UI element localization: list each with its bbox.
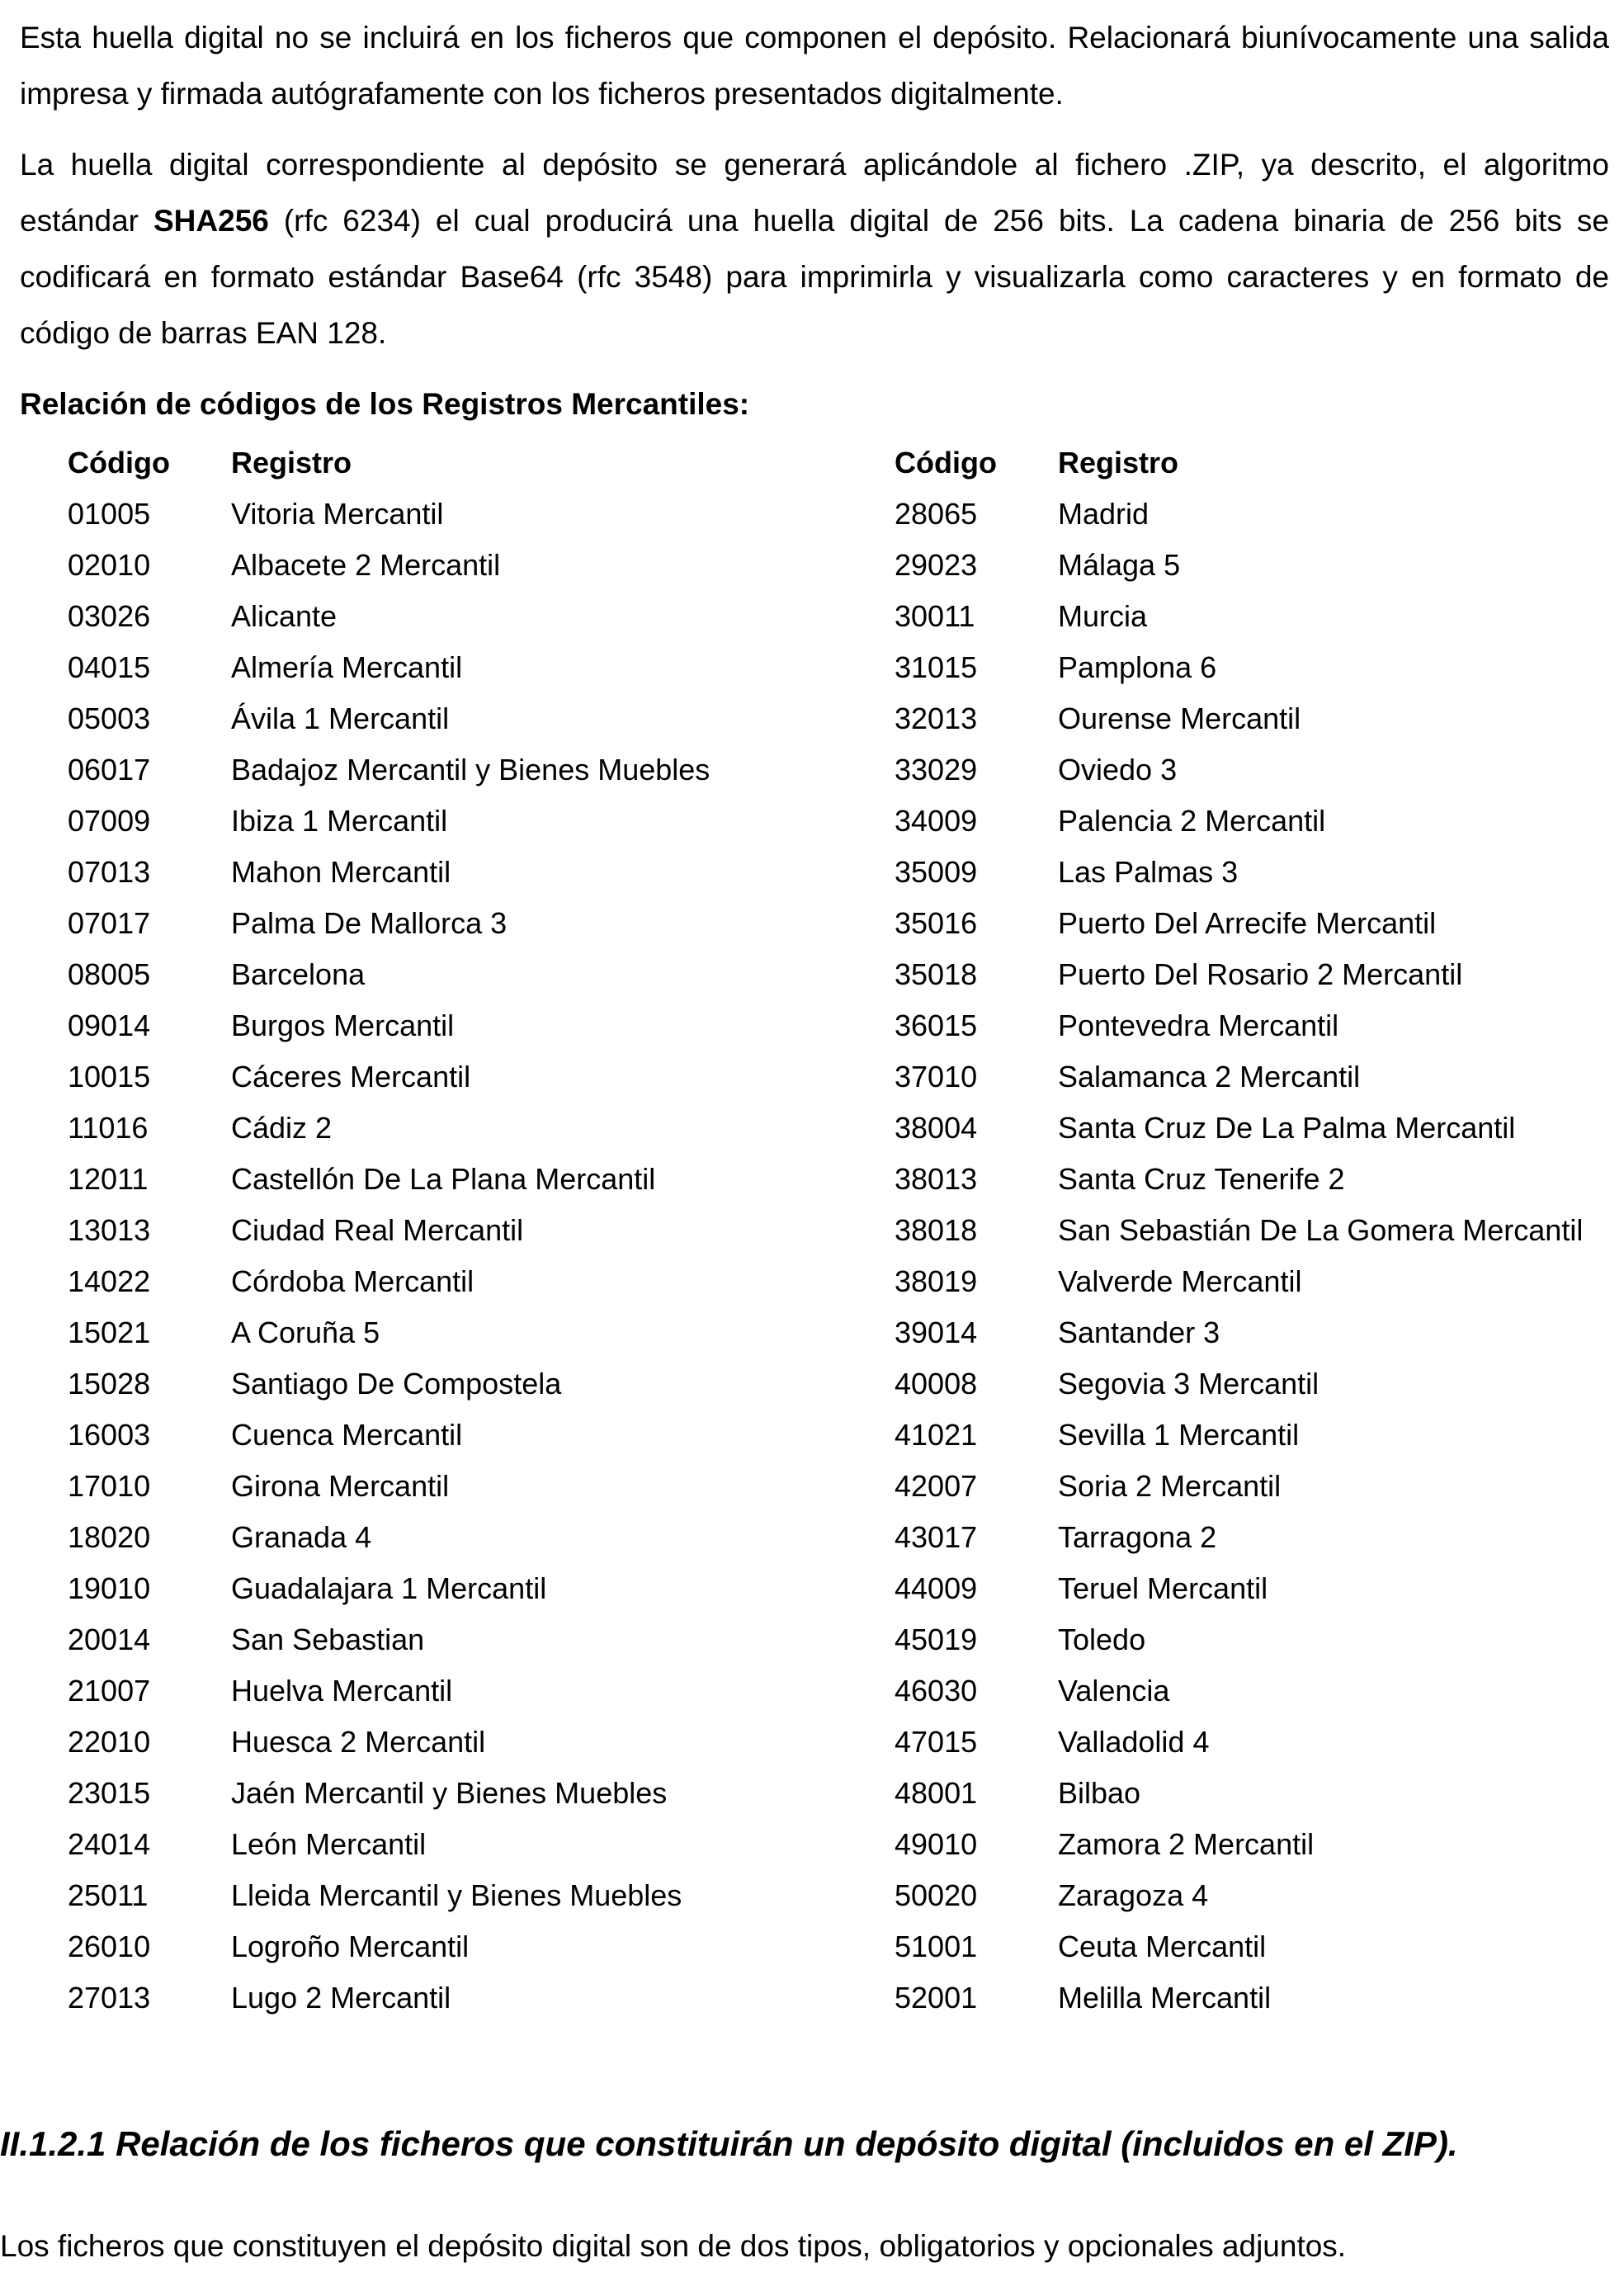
registro-code: 12011 [68,1162,149,1196]
table-row [895,1512,1621,1563]
registro-name: Teruel Mercantil [1058,1571,1268,1605]
table-row [68,1205,876,1256]
table-row [895,1870,1621,1921]
registro-name: Mahon Mercantil [231,855,451,889]
registro-name: Santiago De Compostela [231,1367,562,1401]
registro-name: Burgos Mercantil [231,1009,455,1042]
intro-paragraph-1: Esta huella digital no se incluirá en los ficheros que componen el depósito. Relacionará biunívocamente una salida impresa y firmada autógrafamente con los ficheros presentados digitalmente. [20,21,1609,111]
registro-name: Palencia 2 Mercantil [1058,804,1326,838]
registro-name: Toledo [1058,1623,1146,1656]
table-row [68,1717,876,1768]
registro-code: 32013 [895,701,978,735]
header-registro: Registro [1058,446,1179,479]
registro-code: 48001 [895,1776,978,1810]
registro-name: Girona Mercantil [231,1469,450,1503]
table-row [68,489,876,540]
table-row [895,1000,1621,1051]
table-row [68,1563,876,1614]
intro-paragraph-2-end: (rfc 6234) el cual producirá una huella digital de 256 bits. La cadena binaria de 256 bits se codificará en formato estándar Base64 (rfc 3548) para imprimirla y visualizarla como caracteres y en formato de código de barras EAN 128. [20,204,1609,350]
registros-left-column [68,437,876,2024]
registro-name: Valladolid 4 [1058,1725,1210,1759]
registro-name: Almería Mercantil [231,650,463,684]
table-row [68,1000,876,1051]
table-row [68,591,876,642]
registro-name: Tarragona 2 [1058,1520,1217,1554]
table-row [895,1051,1621,1103]
table-row [895,1563,1621,1614]
registro-code: 13013 [68,1213,151,1247]
registro-name: Huesca 2 Mercantil [231,1725,486,1759]
registro-name: Lugo 2 Mercantil [231,1981,451,2015]
registro-code: 03026 [68,599,151,633]
table-row [68,1307,876,1358]
registro-name: León Mercantil [231,1827,427,1861]
table-row [68,1103,876,1154]
registro-name: Jaén Mercantil y Bienes Muebles [231,1776,668,1810]
table-row [895,1717,1621,1768]
header-code: Código [68,446,170,479]
registro-code: 07013 [68,855,151,889]
registro-code: 05003 [68,701,151,735]
table-row [68,1870,876,1921]
registro-code: 09014 [68,1009,151,1042]
table-row [68,1051,876,1103]
registro-code: 21007 [68,1674,151,1708]
registro-code: 17010 [68,1469,151,1503]
registro-name: Valverde Mercantil [1058,1264,1302,1298]
registro-code: 38004 [895,1111,978,1145]
table-row [895,898,1621,949]
registro-name: Sevilla 1 Mercantil [1058,1418,1300,1452]
registro-name: Alicante [231,599,338,633]
registro-code: 19010 [68,1571,151,1605]
registro-code: 07017 [68,906,151,940]
registros-table-title: Relación de códigos de los Registros Mercantiles: [20,387,750,421]
intro-paragraph-2-start: La huella digital correspondiente al depósito se generará aplicándole al fichero .ZIP, ya descrito, el algoritmo estándar [20,148,1609,238]
registro-name: Málaga 5 [1058,548,1181,582]
registro-name: Soria 2 Mercantil [1058,1469,1282,1503]
table-row [68,642,876,693]
registro-code: 35018 [895,957,978,991]
registro-name: Granada 4 [231,1520,372,1554]
registro-code: 38013 [895,1162,978,1196]
registro-name: Zamora 2 Mercantil [1058,1827,1315,1861]
table-row [68,1972,876,2024]
table-row [895,1921,1621,1972]
table-row [895,949,1621,1000]
registro-code: 08005 [68,957,151,991]
table-row [895,1819,1621,1870]
table-row [895,642,1621,693]
table-row [68,1358,876,1410]
table-row [895,693,1621,744]
registro-name: Lleida Mercantil y Bienes Muebles [231,1878,682,1912]
registro-name: Cáceres Mercantil [231,1060,471,1094]
table-row [68,796,876,847]
registro-name: Ávila 1 Mercantil [231,701,450,735]
registro-code: 44009 [895,1571,978,1605]
registro-name: Valencia [1058,1674,1170,1708]
registros-codes-table [20,437,1609,2024]
registro-name: A Coruña 5 [231,1316,380,1349]
header-registro: Registro [231,446,352,479]
table-row [68,1921,876,1972]
registro-name: Madrid [1058,497,1150,531]
registro-code: 38018 [895,1213,978,1247]
registro-code: 49010 [895,1827,978,1861]
registro-code: 29023 [895,548,978,582]
registro-code: 24014 [68,1827,151,1861]
registro-name: Pamplona 6 [1058,650,1217,684]
registro-name: Puerto Del Arrecife Mercantil [1058,906,1437,940]
registro-code: 01005 [68,497,151,531]
registro-name: Segovia 3 Mercantil [1058,1367,1320,1401]
registro-code: 28065 [895,497,978,531]
registro-code: 41021 [895,1418,978,1452]
table-row [895,489,1621,540]
table-row [895,796,1621,847]
registro-code: 27013 [68,1981,151,2015]
section-paragraph: Los ficheros que constituyen el depósito digital son de dos tipos, obligatorios y opcionales adjuntos. [0,2229,1347,2263]
table-row [895,1972,1621,2024]
registro-code: 43017 [895,1520,978,1554]
table-row [895,1614,1621,1665]
registro-code: 46030 [895,1674,978,1708]
document-page [20,10,1609,2024]
registro-code: 25011 [68,1878,149,1912]
table-row [895,1665,1621,1717]
table-row [68,949,876,1000]
registro-name: Santander 3 [1058,1316,1220,1349]
registro-code: 37010 [895,1060,978,1094]
table-row [895,1410,1621,1461]
table-row [68,1512,876,1563]
registro-code: 15028 [68,1367,151,1401]
registro-code: 06017 [68,753,151,786]
registro-name: Zaragoza 4 [1058,1878,1209,1912]
table-row [68,1410,876,1461]
table-header-row [68,437,876,489]
registro-code: 15021 [68,1316,151,1349]
table-row [68,540,876,591]
registro-code: 40008 [895,1367,978,1401]
registro-name: Cádiz 2 [231,1111,333,1145]
registro-name: Palma De Mallorca 3 [231,906,508,940]
registro-name: Oviedo 3 [1058,753,1178,786]
table-row [68,1461,876,1512]
registro-code: 26010 [68,1930,151,1963]
table-row [68,1154,876,1205]
table-row [68,1768,876,1819]
registro-code: 35016 [895,906,978,940]
table-row [895,1461,1621,1512]
registro-code: 47015 [895,1725,978,1759]
registro-code: 23015 [68,1776,151,1810]
registro-code: 22010 [68,1725,151,1759]
registro-code: 39014 [895,1316,978,1349]
registro-code: 10015 [68,1060,151,1094]
registro-code: 18020 [68,1520,151,1554]
table-row [68,744,876,796]
registro-name: Logroño Mercantil [231,1930,470,1963]
registro-code: 04015 [68,650,151,684]
registro-name: San Sebastian [231,1623,425,1656]
table-row [895,1154,1621,1205]
registro-code: 33029 [895,753,978,786]
registro-name: Ourense Mercantil [1058,701,1301,735]
registro-name: Las Palmas 3 [1058,855,1239,889]
algorithm-name: SHA256 [153,204,269,238]
table-header-row [895,437,1621,489]
table-row [895,744,1621,796]
registro-code: 36015 [895,1009,978,1042]
table-row [895,591,1621,642]
registro-name: Murcia [1058,599,1148,633]
registro-name: Ibiza 1 Mercantil [231,804,448,838]
registro-name: Córdoba Mercantil [231,1264,474,1298]
registro-name: Bilbao [1058,1776,1141,1810]
registro-name: Salamanca 2 Mercantil [1058,1060,1361,1094]
table-row [895,1103,1621,1154]
registros-right-column [895,437,1621,2024]
table-row [895,540,1621,591]
registro-code: 31015 [895,650,978,684]
registro-name: Ceuta Mercantil [1058,1930,1267,1963]
registro-code: 35009 [895,855,978,889]
table-row [68,898,876,949]
registro-code: 34009 [895,804,978,838]
registro-code: 11016 [68,1111,149,1145]
table-row [68,693,876,744]
registro-code: 42007 [895,1469,978,1503]
registro-name: Barcelona [231,957,366,991]
table-row [68,1665,876,1717]
registro-code: 38019 [895,1264,978,1298]
registro-code: 14022 [68,1264,151,1298]
table-row [895,1768,1621,1819]
table-row [895,1307,1621,1358]
registro-code: 45019 [895,1623,978,1656]
registro-code: 51001 [895,1930,978,1963]
registro-code: 30011 [895,599,975,633]
intro-paragraph-2 [20,137,1609,361]
registro-code: 20014 [68,1623,151,1656]
section-heading: II.1.2.1 Relación de los ficheros que constituirán un depósito digital (incluidos en el ZIP). [0,2124,1458,2163]
table-row [68,1256,876,1307]
registro-name: Santa Cruz De La Palma Mercantil [1058,1111,1516,1145]
registro-code: 52001 [895,1981,978,2015]
registro-name: Ciudad Real Mercantil [231,1213,524,1247]
header-code: Código [895,446,997,479]
registro-name: Castellón De La Plana Mercantil [231,1162,656,1196]
table-row [68,1614,876,1665]
table-row [68,1819,876,1870]
registro-name: San Sebastián De La Gomera Mercantil [1058,1213,1584,1247]
registro-name: Puerto Del Rosario 2 Mercantil [1058,957,1463,991]
table-row [895,1256,1621,1307]
table-row [895,847,1621,898]
registro-name: Albacete 2 Mercantil [231,548,501,582]
registro-name: Melilla Mercantil [1058,1981,1272,2015]
registro-code: 02010 [68,548,151,582]
registro-code: 50020 [895,1878,978,1912]
registro-code: 16003 [68,1418,151,1452]
registro-name: Pontevedra Mercantil [1058,1009,1339,1042]
registro-name: Guadalajara 1 Mercantil [231,1571,547,1605]
table-row [68,847,876,898]
registro-name: Santa Cruz Tenerife 2 [1058,1162,1345,1196]
registro-name: Vitoria Mercantil [231,497,444,531]
registro-code: 07009 [68,804,151,838]
registro-name: Huelva Mercantil [231,1674,453,1708]
table-row [895,1205,1621,1256]
registro-name: Badajoz Mercantil y Bienes Muebles [231,753,710,786]
registro-name: Cuenca Mercantil [231,1418,463,1452]
table-row [895,1358,1621,1410]
